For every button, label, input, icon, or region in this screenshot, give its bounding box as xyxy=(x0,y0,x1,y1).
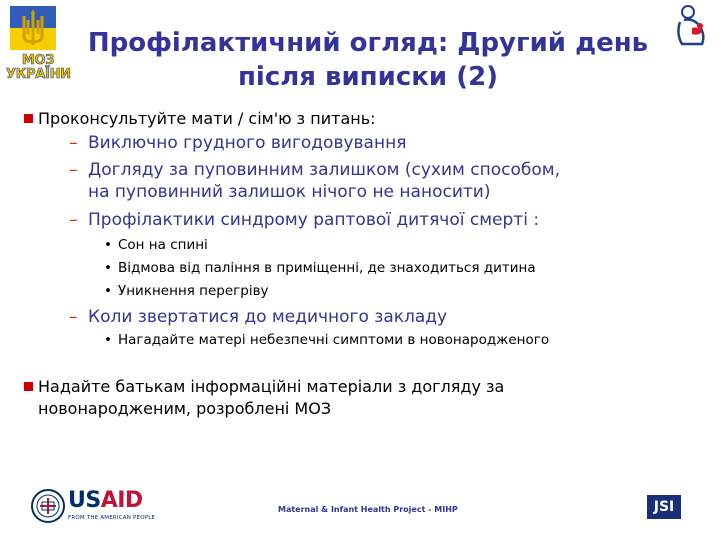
list-item xyxy=(104,331,678,349)
list-item xyxy=(38,108,688,130)
list-item xyxy=(69,159,688,203)
list-item-text: Відмова від паління в приміщенні, де знаходиться дитина xyxy=(118,260,536,276)
dot-bullet-icon: • xyxy=(104,332,112,348)
page-title xyxy=(56,26,680,94)
list-item xyxy=(38,376,688,420)
usaid-seal-icon xyxy=(30,488,66,524)
dash-bullet-icon: – xyxy=(69,160,78,180)
dot-bullet-icon: • xyxy=(104,237,112,253)
usaid-logo xyxy=(30,488,156,528)
list-item-text: Нагадайте матері небезпечні симптоми в новонародженого xyxy=(118,332,550,348)
list-item xyxy=(104,282,678,300)
jsi-logo: JSI xyxy=(647,495,681,519)
list-item-text: Коли звертатися до медичного закладу xyxy=(88,307,448,327)
list-item xyxy=(104,236,678,254)
usaid-us: US xyxy=(68,488,101,513)
title-line1: Профілактичний огляд: Другий день xyxy=(87,28,649,58)
list-item-text-line1: Догляду за пуповинним залишком (сухим способом, xyxy=(88,160,560,180)
ukraine-trident-icon xyxy=(10,6,56,50)
list-item xyxy=(69,132,688,154)
square-bullet-icon xyxy=(24,382,33,391)
moz-logo-line2: УКРАЇНИ xyxy=(6,67,71,82)
title-line2: після виписки (2) xyxy=(237,62,499,92)
list-item xyxy=(69,209,688,231)
square-bullet-icon xyxy=(24,114,33,123)
list-item-text: Уникнення перегріву xyxy=(118,283,269,299)
list-item-text-line1: Надайте батькам інформаційні матеріали з догляду за xyxy=(38,377,505,396)
dash-bullet-icon: – xyxy=(69,210,78,230)
dash-bullet-icon: – xyxy=(69,307,78,327)
footer-project-name: Maternal & Infant Health Project - MIHP xyxy=(278,505,458,514)
list-item-text-line2: новонародженим, розроблені МОЗ xyxy=(38,399,332,418)
usaid-wordmark xyxy=(68,488,143,514)
list-item xyxy=(104,259,678,277)
list-item-text: Сон на спині xyxy=(118,237,208,253)
list-item-text: Профілактики синдрому раптової дитячої смерті : xyxy=(88,210,540,230)
dot-bullet-icon: • xyxy=(104,260,112,276)
moz-logo-line1: МОЗ xyxy=(21,53,55,68)
dash-bullet-icon: – xyxy=(69,133,78,153)
usaid-aid: AID xyxy=(100,488,143,513)
list-item-text: Виключно грудного вигодовування xyxy=(88,133,407,153)
usaid-tagline: FROM THE AMERICAN PEOPLE xyxy=(68,515,156,521)
dot-bullet-icon: • xyxy=(104,283,112,299)
list-item-text: Проконсультуйте мати / сім'ю з питань: xyxy=(38,109,376,128)
list-item xyxy=(69,306,688,328)
list-item-text-line2: на пуповинний залишок нічого не наносити) xyxy=(88,182,491,202)
